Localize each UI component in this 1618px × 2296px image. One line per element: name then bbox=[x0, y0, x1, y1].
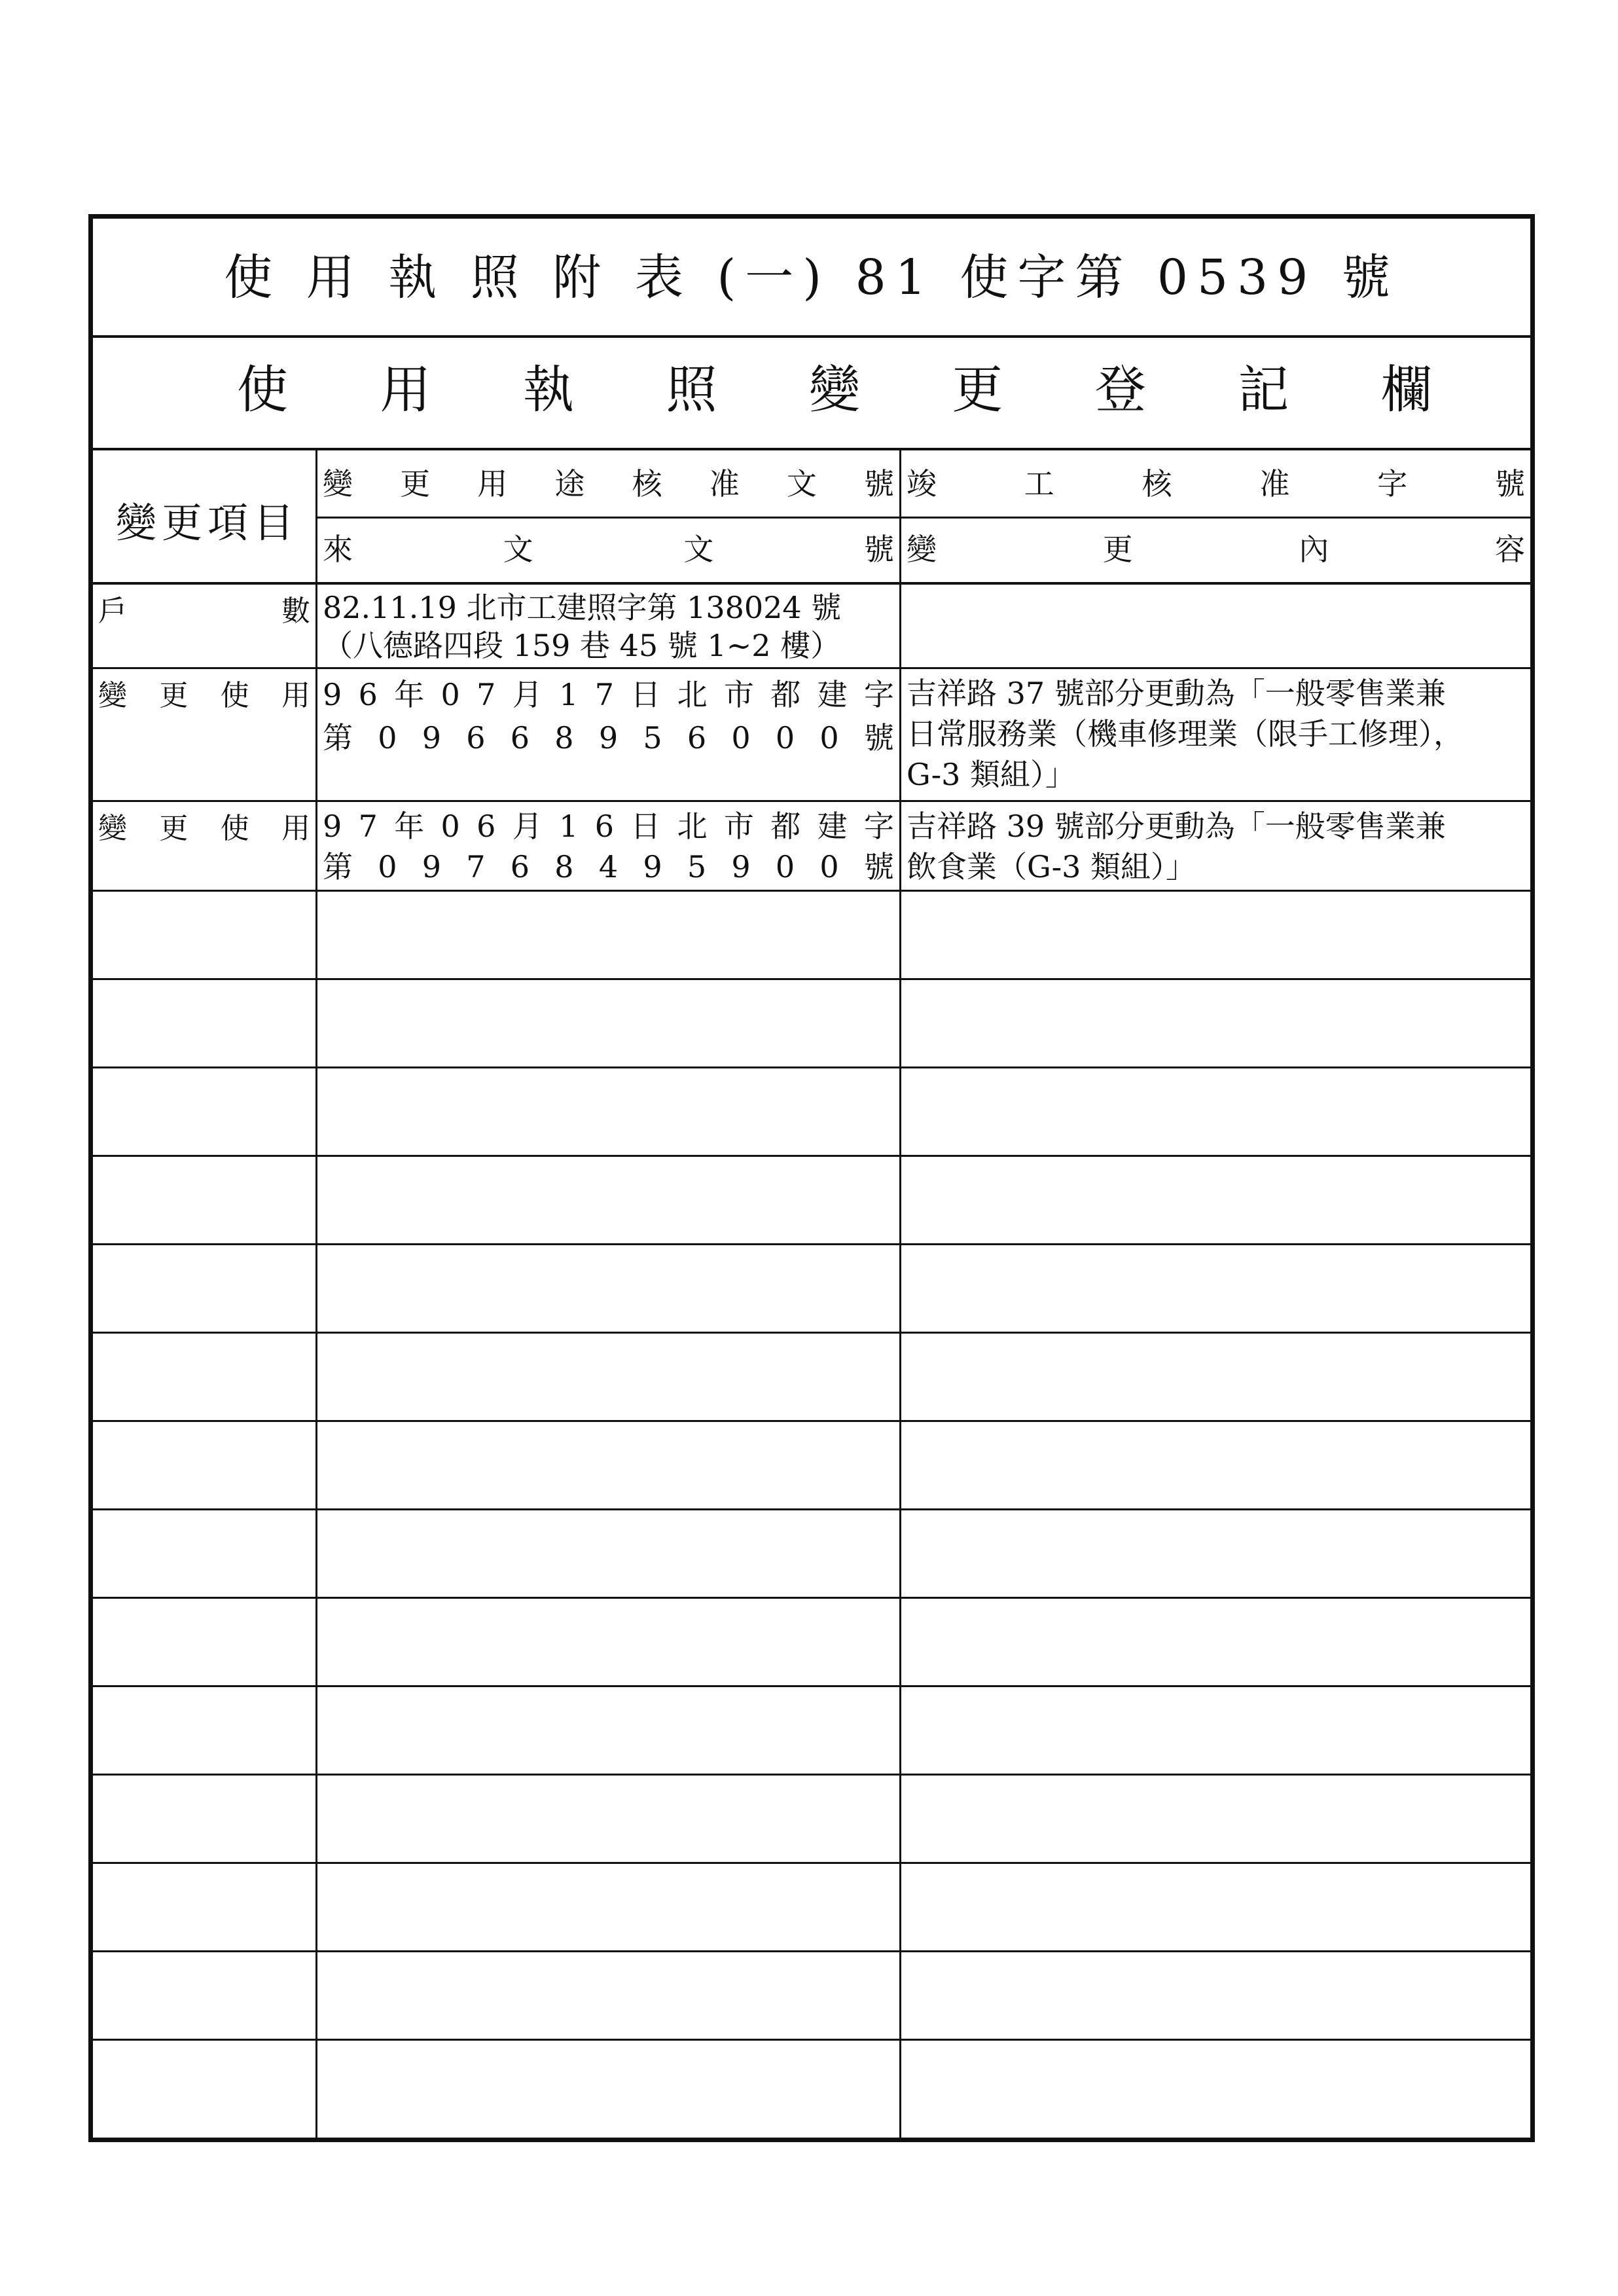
row-change-content bbox=[901, 585, 1530, 667]
header-char: 內 bbox=[1299, 532, 1329, 567]
label-char: 戶 bbox=[98, 594, 127, 628]
doc-char: 6 bbox=[358, 677, 378, 712]
subtitle-char: 用 bbox=[380, 361, 431, 420]
header-char: 更 bbox=[400, 466, 431, 501]
doc-char: 7 bbox=[594, 677, 614, 712]
header-char: 核 bbox=[632, 466, 662, 501]
column-header-approval-doc bbox=[317, 453, 899, 515]
doc-char: 9 bbox=[323, 677, 342, 712]
header-char: 工 bbox=[1024, 466, 1054, 501]
label-char: 數 bbox=[281, 594, 310, 628]
blank-row-rule bbox=[93, 1420, 1530, 1422]
subtitle-char: 登 bbox=[1094, 361, 1146, 420]
content-line: 吉祥路 37 號部分更動為「一般零售業兼 bbox=[907, 676, 1446, 711]
doc-char: 7 bbox=[476, 677, 496, 712]
column-header-completion bbox=[901, 453, 1530, 515]
label-char: 使 bbox=[220, 812, 249, 845]
blank-row-rule bbox=[93, 1066, 1530, 1068]
header-char: 文 bbox=[683, 532, 714, 567]
doc-char: 月 bbox=[512, 677, 543, 712]
row-change-content bbox=[901, 669, 1530, 800]
doc-char: 北 bbox=[677, 809, 708, 844]
header-char: 號 bbox=[863, 466, 894, 501]
content-line: 飲食業（G-3 類組）」 bbox=[907, 849, 1196, 884]
row-item-label bbox=[93, 669, 315, 723]
doc-char: 4 bbox=[598, 849, 619, 884]
subtitle-char: 執 bbox=[522, 361, 574, 420]
doc-line bbox=[323, 806, 894, 847]
doc-char: 0 bbox=[440, 809, 460, 844]
doc-char: 0 bbox=[731, 720, 751, 756]
doc-char: 0 bbox=[440, 677, 460, 712]
column-header-item: 變更項目 bbox=[115, 499, 299, 547]
doc-char: 0 bbox=[819, 720, 839, 756]
header-char: 竣 bbox=[907, 466, 937, 501]
doc-char: 9 bbox=[422, 849, 442, 884]
doc-char: 7 bbox=[358, 809, 378, 844]
doc-char: 建 bbox=[817, 809, 848, 844]
doc-char: 6 bbox=[687, 720, 707, 756]
doc-char: 1 bbox=[559, 677, 579, 712]
label-char: 更 bbox=[159, 812, 189, 845]
doc-char: 日 bbox=[630, 809, 661, 844]
blank-row-rule bbox=[93, 1243, 1530, 1245]
column-header-change-content bbox=[901, 519, 1530, 581]
license-form bbox=[88, 214, 1535, 2142]
doc-char: 第 bbox=[323, 849, 353, 884]
subtitle-char: 使 bbox=[237, 361, 289, 420]
blank-row-rule bbox=[93, 978, 1530, 980]
doc-char: 0 bbox=[819, 849, 839, 884]
row-doc-number bbox=[317, 585, 899, 667]
doc-char: 0 bbox=[378, 849, 397, 884]
doc-char: 年 bbox=[394, 809, 425, 844]
subtitle-char: 記 bbox=[1238, 361, 1289, 420]
header-char: 准 bbox=[1259, 466, 1290, 501]
doc-char: 8 bbox=[554, 849, 574, 884]
row-item-label bbox=[93, 585, 315, 638]
doc-char: 字 bbox=[863, 677, 894, 712]
doc-line bbox=[323, 847, 894, 887]
header-char: 途 bbox=[554, 466, 585, 501]
label-char: 使 bbox=[220, 679, 249, 712]
row-item-label bbox=[93, 802, 315, 856]
blank-row-rule bbox=[93, 2039, 1530, 2041]
blank-row-rule bbox=[93, 1685, 1530, 1687]
doc-char: 6 bbox=[476, 809, 496, 844]
header-char: 號 bbox=[1494, 466, 1525, 501]
rule-row-3 bbox=[93, 890, 1530, 892]
rule-under-title bbox=[93, 335, 1530, 338]
doc-char: 市 bbox=[723, 677, 754, 712]
label-char: 更 bbox=[159, 679, 189, 712]
doc-char: 北 bbox=[677, 677, 708, 712]
blank-row-rule bbox=[93, 1155, 1530, 1157]
doc-char: 6 bbox=[510, 720, 530, 756]
doc-char: 第 bbox=[323, 720, 353, 756]
doc-line bbox=[323, 673, 894, 716]
content-line: 日常服務業（機車修理業（限手工修理）， bbox=[907, 716, 1464, 752]
header-char: 文 bbox=[786, 466, 817, 501]
header-char: 容 bbox=[1494, 532, 1525, 567]
blank-row-rule bbox=[93, 1774, 1530, 1776]
doc-char: 9 bbox=[643, 849, 662, 884]
label-char: 用 bbox=[281, 812, 310, 845]
doc-char: 9 bbox=[422, 720, 442, 756]
doc-char: 1 bbox=[559, 809, 579, 844]
header-char: 號 bbox=[863, 532, 894, 567]
content-line: 吉祥路 39 號部分更動為「一般零售業兼 bbox=[907, 809, 1446, 844]
form-title: 使 用 執 照 附 表 (一) 81 使字第 0539 號 bbox=[224, 249, 1399, 306]
blank-row-rule bbox=[93, 1332, 1530, 1334]
subtitle-char: 變 bbox=[808, 361, 860, 420]
label-char: 用 bbox=[281, 679, 310, 712]
header-char: 准 bbox=[709, 466, 740, 501]
doc-char: 0 bbox=[775, 849, 795, 884]
blank-row-rule bbox=[93, 1950, 1530, 1952]
row-doc-number bbox=[317, 802, 899, 890]
doc-char: 月 bbox=[512, 809, 543, 844]
label-char: 變 bbox=[98, 812, 127, 845]
doc-char: 號 bbox=[863, 849, 894, 884]
form-subtitle bbox=[93, 340, 1530, 441]
header-char: 字 bbox=[1377, 466, 1408, 501]
blank-row-rule bbox=[93, 1597, 1530, 1599]
header-char: 更 bbox=[1102, 532, 1133, 567]
doc-char: 0 bbox=[378, 720, 397, 756]
doc-char: 7 bbox=[466, 849, 486, 884]
doc-char: 建 bbox=[817, 677, 848, 712]
column-header-incoming-doc bbox=[317, 519, 899, 581]
doc-char: 9 bbox=[323, 809, 342, 844]
header-char: 核 bbox=[1142, 466, 1172, 501]
header-char: 變 bbox=[323, 466, 353, 501]
doc-char: 6 bbox=[594, 809, 614, 844]
subtitle-char: 更 bbox=[952, 361, 1003, 420]
header-char: 變 bbox=[907, 532, 937, 567]
header-char: 來 bbox=[323, 532, 353, 567]
doc-line bbox=[323, 716, 894, 759]
doc-char: 9 bbox=[731, 849, 751, 884]
doc-char: 字 bbox=[863, 809, 894, 844]
row-change-content bbox=[901, 802, 1530, 890]
doc-char: 市 bbox=[723, 809, 754, 844]
doc-char: 5 bbox=[687, 849, 707, 884]
subtitle-char: 欄 bbox=[1380, 361, 1432, 420]
doc-char: 0 bbox=[775, 720, 795, 756]
doc-char: 9 bbox=[598, 720, 619, 756]
doc-char: 日 bbox=[630, 677, 661, 712]
doc-char: 8 bbox=[554, 720, 574, 756]
doc-char: 都 bbox=[770, 677, 801, 712]
doc-line: 82.11.19 北市工建照字第 138024 號 bbox=[323, 590, 842, 625]
doc-char: 號 bbox=[863, 720, 894, 756]
content-line: G-3 類組）」 bbox=[907, 757, 1076, 792]
subtitle-char: 照 bbox=[666, 361, 717, 420]
header-char: 用 bbox=[477, 466, 508, 501]
doc-char: 6 bbox=[466, 720, 486, 756]
doc-char: 6 bbox=[510, 849, 530, 884]
doc-line: （八德路四段 159 巷 45 號 1~2 樓） bbox=[323, 628, 841, 663]
row-doc-number bbox=[317, 669, 899, 800]
blank-row-rule bbox=[93, 1508, 1530, 1510]
doc-char: 5 bbox=[643, 720, 662, 756]
doc-char: 年 bbox=[394, 677, 425, 712]
doc-char: 都 bbox=[770, 809, 801, 844]
label-char: 變 bbox=[98, 679, 127, 712]
blank-row-rule bbox=[93, 1862, 1530, 1864]
rule-under-subtitle bbox=[93, 448, 1530, 450]
header-char: 文 bbox=[503, 532, 533, 567]
